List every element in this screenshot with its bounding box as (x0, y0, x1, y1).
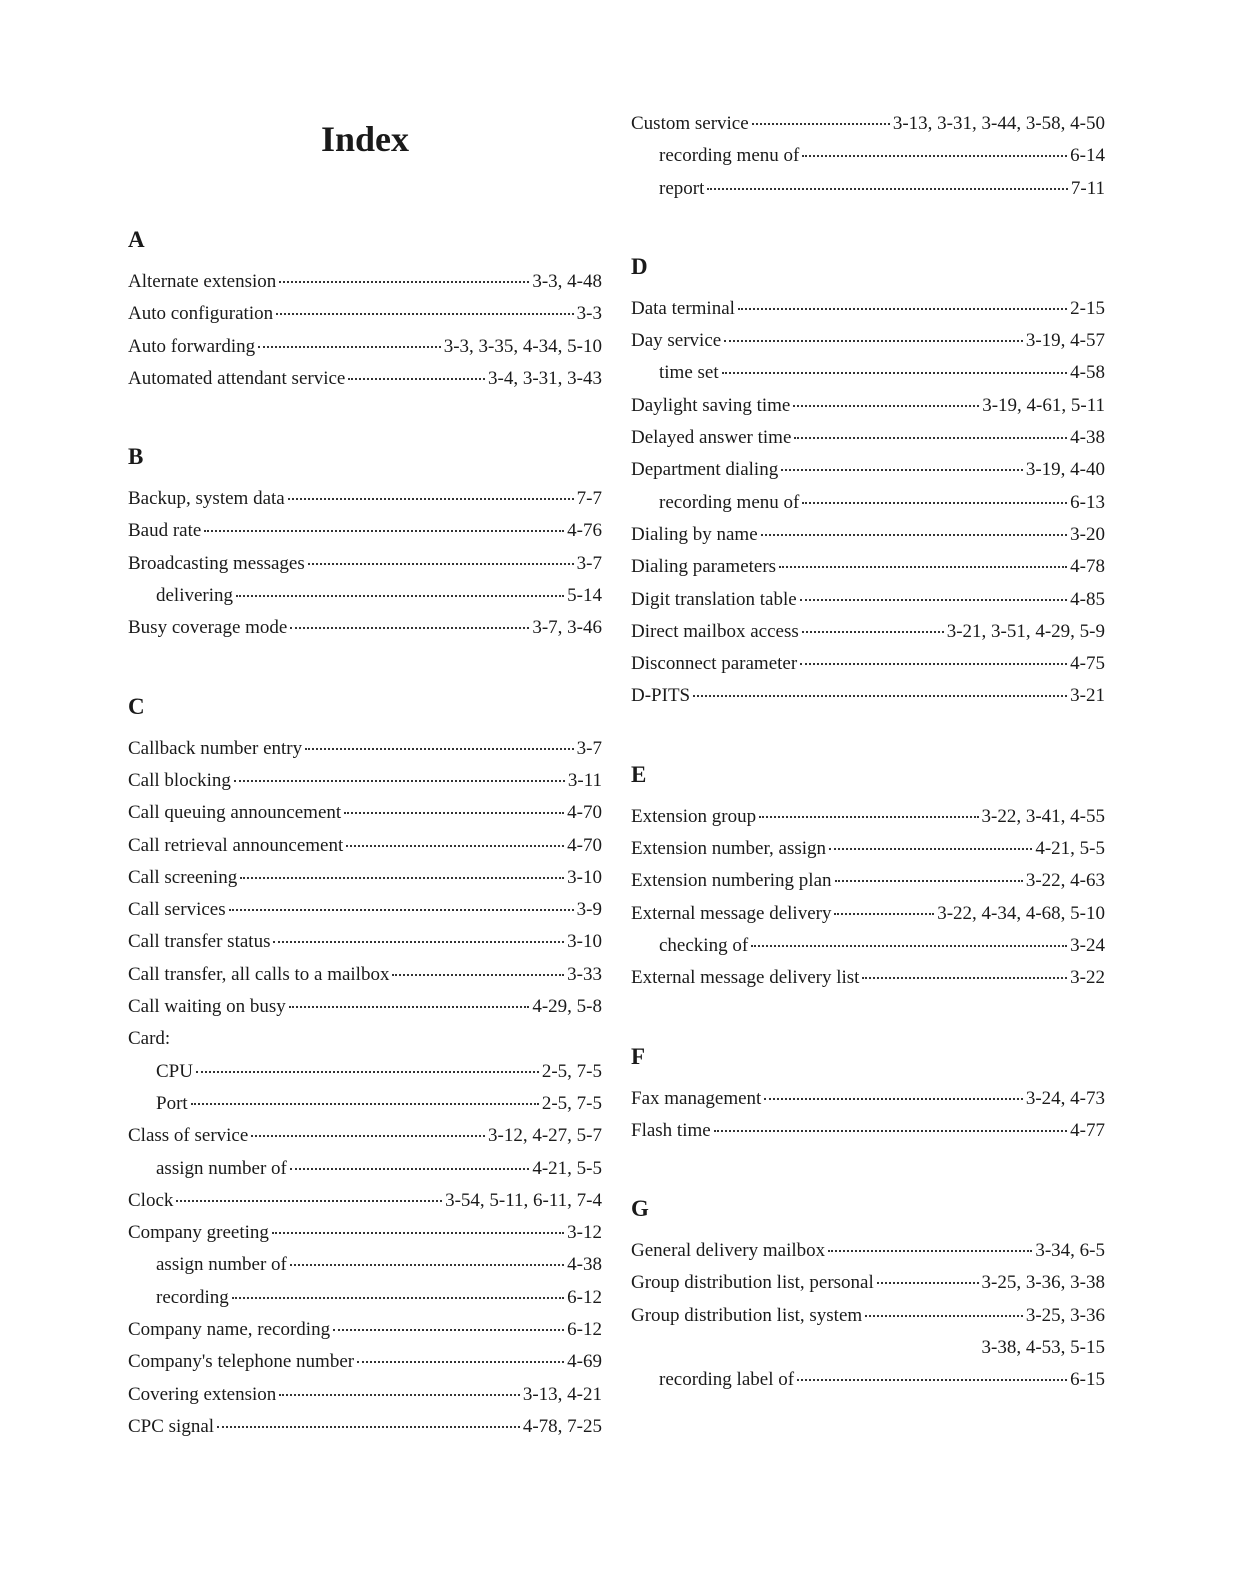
entry-list (631, 1087, 1105, 1152)
index-entry (128, 1221, 602, 1253)
index-entry (128, 552, 602, 584)
section-letter: A (128, 227, 145, 252)
entry-term: Extension number, assign (631, 838, 827, 860)
index-entry (128, 1350, 602, 1382)
entry-term: Data terminal (631, 297, 735, 319)
dot-leader (276, 311, 574, 315)
index-entry (631, 112, 1105, 144)
index-entry (128, 963, 602, 995)
entry-term: Class of service (128, 1125, 249, 1147)
entry-list (631, 112, 1105, 209)
index-entry (631, 329, 1105, 361)
dot-leader (752, 121, 890, 125)
dot-leader (357, 1359, 564, 1363)
entry-term: Dialing parameters (631, 556, 777, 578)
index-subentry (128, 1060, 602, 1092)
index-subentry (631, 1368, 1105, 1400)
index-entry (128, 801, 602, 833)
dot-leader (800, 597, 1067, 601)
dot-leader (802, 629, 944, 633)
section-letter: B (128, 444, 144, 470)
entry-pages: 3-12 (567, 1222, 602, 1244)
entry-term: Group distribution list, personal (631, 1272, 874, 1294)
dot-leader (344, 810, 564, 814)
index-entry (128, 898, 602, 930)
dot-leader (308, 561, 574, 565)
entry-term: Auto configuration (128, 303, 274, 325)
entry-pages: 3-7, 3-46 (532, 617, 602, 639)
entry-term: Call queuing announcement (128, 802, 342, 824)
dot-leader (828, 1248, 1032, 1252)
index-subentry (631, 144, 1105, 176)
entry-term: Alternate extension (128, 271, 277, 292)
dot-leader (751, 943, 1067, 947)
index-entry (631, 458, 1105, 490)
entry-term: Daylight saving time (631, 394, 791, 416)
index-entry (631, 684, 1105, 716)
entry-pages: 3-33 (567, 963, 602, 985)
entry-term: Call screening (128, 866, 238, 888)
index-entry (128, 1189, 602, 1221)
dot-leader (759, 814, 978, 818)
entry-pages: 3-22, 3-41, 4-55 (981, 805, 1105, 827)
index-entry (631, 1119, 1105, 1151)
entry-term: Extension group (631, 805, 757, 827)
entry-term: assign number of (156, 1254, 287, 1276)
entry-term: recording (156, 1286, 229, 1308)
entry-term: Direct mailbox access (631, 620, 799, 642)
entry-list (631, 1239, 1105, 1400)
entry-pages: 3-21 (1070, 685, 1105, 707)
entry-term: Callback number entry (128, 737, 303, 759)
index-subentry (128, 1253, 602, 1285)
entry-term: time set (659, 362, 719, 384)
entry-term: CPC signal (128, 1415, 215, 1437)
section-letter: D (631, 253, 648, 279)
dot-leader (764, 1096, 1023, 1100)
index-subentry (631, 177, 1105, 209)
dot-leader (707, 186, 1068, 190)
dot-leader (829, 846, 1032, 850)
entry-term: Department dialing (631, 459, 779, 481)
entry-term: Group distribution list, system (631, 1304, 863, 1326)
entry-pages: 4-85 (1070, 588, 1105, 610)
entry-pages: 4-21, 5-5 (532, 1157, 602, 1179)
entry-pages: 4-76 (567, 520, 602, 542)
entry-pages: 3-13, 4-21 (522, 1383, 602, 1405)
entry-pages: 3-10 (567, 866, 602, 888)
index-entry (128, 1124, 602, 1156)
entry-term: Digit translation table (631, 588, 797, 610)
entry-pages: 4-78 (1070, 556, 1105, 578)
index-entry (128, 1415, 602, 1447)
entry-pages: 4-58 (1070, 362, 1105, 384)
entry-pages: 4-21, 5-5 (1035, 838, 1105, 860)
dot-leader (290, 1166, 529, 1170)
entry-pages: 3-34, 6-5 (1035, 1240, 1105, 1262)
entry-pages: 3-19, 4-40 (1025, 459, 1105, 481)
dot-leader (176, 1198, 442, 1202)
entry-pages: 6-13 (1070, 491, 1105, 513)
dot-leader (240, 875, 564, 879)
dot-leader (251, 1133, 485, 1137)
entry-pages: 7-7 (576, 488, 602, 510)
index-entry (631, 966, 1105, 998)
index-entry (631, 394, 1105, 426)
dot-leader (800, 661, 1067, 665)
dot-leader (236, 593, 564, 597)
entry-pages: 2-5, 7-5 (541, 1060, 602, 1082)
entry-term: Busy coverage mode (128, 617, 288, 639)
entry-term: Backup, system data (128, 488, 285, 510)
index-subentry (631, 934, 1105, 966)
entry-pages: 3-20 (1070, 523, 1105, 545)
entry-pages: 7-11 (1070, 177, 1105, 199)
index-entry-continuation (631, 1336, 1105, 1368)
section-letter: F (631, 1043, 646, 1069)
entry-term: Company greeting (128, 1222, 269, 1244)
entry-pages: 3-4, 3-31, 3-43 (488, 367, 602, 389)
index-entry (128, 367, 602, 399)
section-letter: G (631, 1196, 649, 1222)
index-subentry (631, 491, 1105, 523)
entry-pages: 3-21, 3-51, 4-29, 5-9 (946, 620, 1105, 642)
dot-leader (346, 843, 564, 847)
index-entry (128, 270, 602, 302)
index-subentry (128, 1092, 602, 1124)
index-entry (631, 523, 1105, 555)
entry-list (631, 805, 1105, 999)
index-entry (128, 487, 602, 519)
index-entry (631, 869, 1105, 901)
entry-pages: 3-3 (576, 303, 602, 325)
entry-pages: 3-19, 4-57 (1025, 330, 1105, 352)
dot-leader (722, 370, 1068, 374)
dot-leader (290, 625, 529, 629)
entry-pages: 3-7 (576, 552, 602, 574)
entry-term: delivering (156, 585, 234, 607)
section-letter: E (631, 761, 647, 787)
index-entry (128, 930, 602, 962)
index-entry (128, 769, 602, 801)
index-entry (128, 995, 602, 1027)
dot-leader (232, 1295, 564, 1299)
dot-leader (865, 1313, 1023, 1317)
index-entry (631, 1087, 1105, 1119)
entry-pages: 3-25, 3-36 (1025, 1304, 1105, 1326)
entry-pages: 3-24, 4-73 (1025, 1087, 1105, 1109)
entry-term: Card: (128, 1028, 171, 1050)
entry-pages: 3-11 (567, 769, 602, 791)
index-entry (128, 519, 602, 551)
dot-leader (835, 878, 1023, 882)
index-entry (631, 555, 1105, 587)
dot-leader (794, 435, 1067, 439)
entry-pages: 3-12, 4-27, 5-7 (488, 1125, 602, 1147)
index-column-left (128, 222, 602, 1447)
index-entry (631, 652, 1105, 684)
dot-leader (348, 376, 485, 380)
entry-list (128, 737, 602, 1448)
entry-term: D-PITS (631, 685, 691, 707)
dot-leader (196, 1069, 539, 1073)
index-entry (128, 834, 602, 866)
entry-pages: 3-22 (1070, 967, 1105, 989)
entry-pages: 3-13, 3-31, 3-44, 3-58, 4-50 (892, 113, 1105, 134)
entry-term: report (659, 177, 705, 199)
dot-leader (797, 1377, 1067, 1381)
entry-term: Clock (128, 1189, 174, 1211)
index-entry (128, 616, 602, 648)
entry-pages: 3-38, 4-53, 5-15 (981, 1337, 1105, 1359)
entry-pages: 3-7 (576, 737, 602, 759)
dot-leader (333, 1327, 564, 1331)
dot-leader (191, 1101, 539, 1105)
entry-term: Auto forwarding (128, 335, 256, 357)
dot-leader (288, 496, 574, 500)
entry-pages: 4-70 (567, 802, 602, 824)
dot-leader (273, 939, 564, 943)
index-subentry (128, 1157, 602, 1189)
index-entry (631, 1304, 1105, 1336)
index-entry (631, 805, 1105, 837)
dot-leader (204, 528, 564, 532)
entry-pages: 3-3, 3-35, 4-34, 5-10 (443, 335, 602, 357)
index-entry (128, 737, 602, 769)
dot-leader (305, 746, 574, 750)
index-entry (128, 335, 602, 367)
entry-pages: 6-12 (567, 1286, 602, 1308)
dot-leader (724, 338, 1023, 342)
index-entry (128, 302, 602, 334)
entry-pages: 3-22, 4-34, 4-68, 5-10 (937, 902, 1105, 924)
index-entry (128, 1318, 602, 1350)
entry-term: assign number of (156, 1157, 287, 1179)
entry-pages: 5-14 (567, 585, 602, 607)
entry-pages: 3-22, 4-63 (1025, 870, 1105, 892)
dot-leader (272, 1230, 564, 1234)
entry-pages: 3-24 (1070, 934, 1105, 956)
index-entry (631, 902, 1105, 934)
dot-leader (802, 500, 1067, 504)
entry-term: Disconnect parameter (631, 653, 798, 675)
entry-pages: 6-14 (1070, 145, 1105, 167)
index-column-right (631, 112, 1105, 1401)
entry-term: recording menu of (659, 145, 800, 167)
entry-term: Custom service (631, 113, 749, 134)
index-entry (631, 1271, 1105, 1303)
entry-term: External message delivery list (631, 967, 860, 989)
entry-term: Call blocking (128, 769, 231, 791)
page-title: Index (320, 119, 410, 159)
entry-pages: 2-15 (1070, 297, 1105, 319)
entry-term: recording menu of (659, 491, 800, 513)
entry-term: External message delivery (631, 902, 832, 924)
entry-term: Covering extension (128, 1383, 277, 1405)
dot-leader (693, 693, 1067, 697)
entry-term: Port (156, 1092, 188, 1114)
dot-leader (802, 153, 1067, 157)
entry-term: Call services (128, 899, 226, 921)
entry-term: Automated attendant service (128, 367, 346, 389)
entry-pages: 3-9 (576, 899, 602, 921)
dot-leader (862, 975, 1067, 979)
entry-pages: 4-38 (1070, 427, 1105, 449)
entry-list (128, 487, 602, 648)
entry-term: Call retrieval announcement (128, 834, 344, 856)
dot-leader (781, 467, 1023, 471)
dot-leader (834, 911, 934, 915)
dot-leader (290, 1262, 564, 1266)
dot-leader (714, 1128, 1067, 1132)
entry-pages: 2-5, 7-5 (541, 1092, 602, 1114)
entry-term: Extension numbering plan (631, 870, 832, 892)
entry-list (631, 297, 1105, 717)
dot-leader (877, 1280, 979, 1284)
section-letter: C (128, 693, 145, 719)
entry-pages: 4-70 (567, 834, 602, 856)
dot-leader (392, 972, 564, 976)
dot-leader (234, 778, 565, 782)
index-entry (631, 837, 1105, 869)
entry-pages: 3-19, 4-61, 5-11 (982, 394, 1105, 416)
index-entry (128, 866, 602, 898)
index-entry (128, 1383, 602, 1415)
entry-term: Call transfer status (128, 931, 271, 953)
dot-leader (279, 1392, 520, 1396)
dot-leader (258, 344, 441, 348)
dot-leader (217, 1424, 520, 1428)
entry-term: recording label of (659, 1369, 795, 1391)
index-entry (631, 426, 1105, 458)
dot-leader (779, 564, 1067, 568)
entry-term: Flash time (631, 1119, 711, 1141)
index-subentry (128, 1286, 602, 1318)
index-entry (128, 1027, 602, 1059)
entry-pages: 4-77 (1070, 1119, 1105, 1141)
dot-leader (738, 306, 1067, 310)
entry-pages: 3-10 (567, 931, 602, 953)
entry-pages: 4-69 (567, 1351, 602, 1373)
entry-pages: 6-12 (567, 1319, 602, 1341)
entry-list (128, 270, 602, 399)
entry-term: Dialing by name (631, 523, 758, 545)
entry-term: CPU (156, 1060, 193, 1082)
entry-term: General delivery mailbox (631, 1240, 826, 1262)
entry-term: Day service (631, 330, 722, 352)
dot-leader (229, 907, 574, 911)
entry-pages: 4-38 (567, 1254, 602, 1276)
entry-pages: 4-78, 7-25 (522, 1415, 602, 1437)
dot-leader (279, 279, 529, 283)
entry-term: Call transfer, all calls to a mailbox (128, 963, 390, 985)
dot-leader (289, 1004, 530, 1008)
entry-term: Fax management (631, 1087, 762, 1109)
dot-leader (793, 403, 979, 407)
index-entry (631, 1239, 1105, 1271)
entry-term: Call waiting on busy (128, 996, 286, 1018)
entry-pages: 6-15 (1070, 1369, 1105, 1391)
index-entry (631, 620, 1105, 652)
entry-pages: 4-29, 5-8 (532, 996, 602, 1018)
entry-term: Company's telephone number (128, 1351, 355, 1373)
entry-term: Company name, recording (128, 1319, 331, 1341)
index-entry (631, 297, 1105, 329)
entry-pages: 3-3, 4-48 (532, 271, 602, 292)
index-entry (631, 588, 1105, 620)
entry-pages: 3-25, 3-36, 3-38 (981, 1272, 1105, 1294)
entry-pages: 4-75 (1070, 653, 1105, 675)
entry-term: Baud rate (128, 520, 202, 542)
dot-leader (761, 532, 1068, 536)
entry-pages: 3-54, 5-11, 6-11, 7-4 (445, 1189, 602, 1211)
index-subentry (631, 361, 1105, 393)
entry-term: Delayed answer time (631, 427, 792, 449)
entry-term: checking of (659, 934, 749, 956)
entry-term: Broadcasting messages (128, 552, 305, 574)
index-subentry (128, 584, 602, 616)
